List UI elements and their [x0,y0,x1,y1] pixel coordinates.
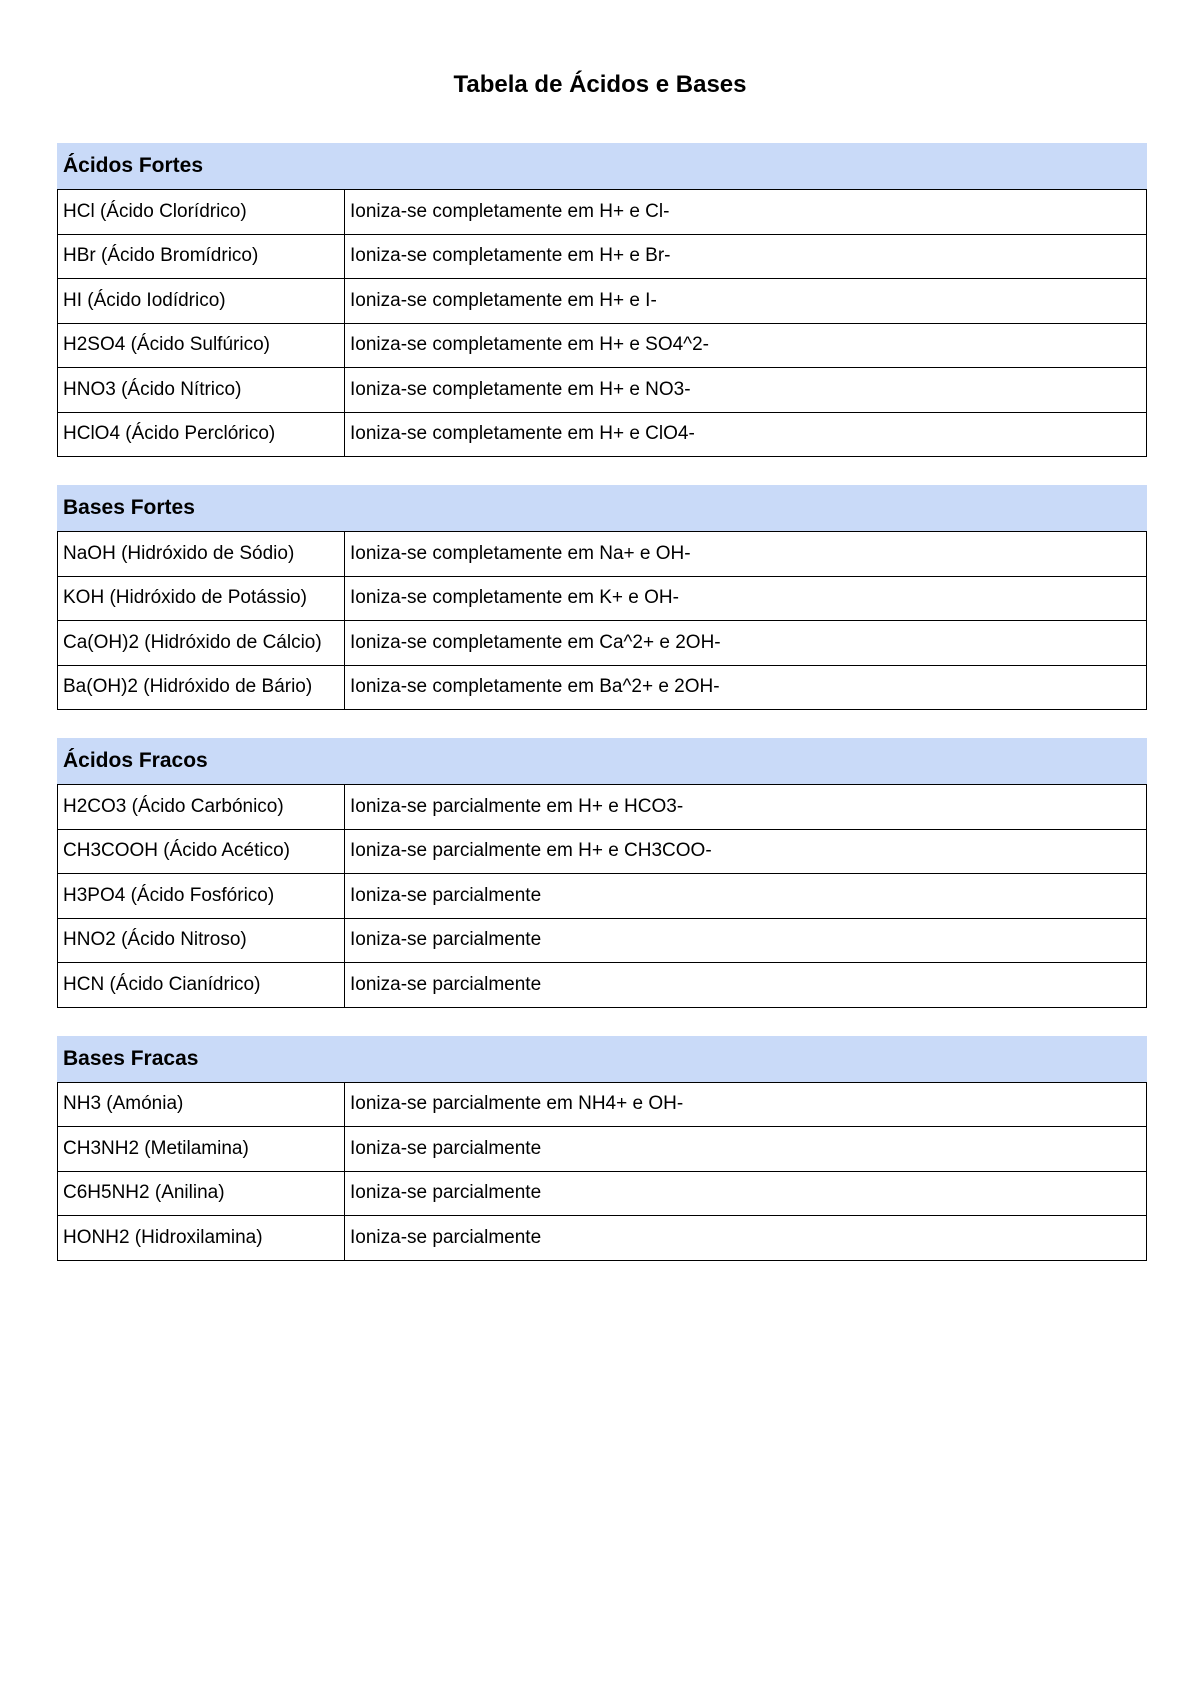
compound-name-cell: HONH2 (Hidroxilamina) [58,1216,345,1261]
compound-name-cell: HCl (Ácido Clorídrico) [58,190,345,235]
compound-name-cell: HNO3 (Ácido Nítrico) [58,368,345,413]
section-table [57,189,1147,457]
table-row [58,412,1147,457]
ionization-description-cell: Ioniza-se completamente em H+ e I- [345,279,1147,324]
table-row [58,963,1147,1008]
compound-name-cell: H2SO4 (Ácido Sulfúrico) [58,323,345,368]
compound-name-cell: CH3NH2 (Metilamina) [58,1127,345,1172]
compound-name-cell: NaOH (Hidróxido de Sódio) [58,532,345,577]
compound-name-cell: HCN (Ácido Cianídrico) [58,963,345,1008]
compound-name-cell: KOH (Hidróxido de Potássio) [58,576,345,621]
ionization-description-cell: Ioniza-se parcialmente em H+ e HCO3- [345,785,1147,830]
table-row [58,368,1147,413]
compound-name-cell: CH3COOH (Ácido Acético) [58,829,345,874]
table-row [58,234,1147,279]
section [57,1036,1147,1261]
section-table [57,1082,1147,1261]
ionization-description-cell: Ioniza-se completamente em H+ e ClO4- [345,412,1147,457]
section-table [57,531,1147,710]
table-row [58,1171,1147,1216]
table-row [58,1082,1147,1127]
sections-container [57,143,1147,1289]
ionization-description-cell: Ioniza-se parcialmente [345,963,1147,1008]
table-row [58,785,1147,830]
ionization-description-cell: Ioniza-se completamente em Ba^2+ e 2OH- [345,665,1147,710]
ionization-description-cell: Ioniza-se parcialmente [345,1171,1147,1216]
section-header: Ácidos Fortes [57,143,1147,189]
ionization-description-cell: Ioniza-se completamente em Na+ e OH- [345,532,1147,577]
ionization-description-cell: Ioniza-se completamente em K+ e OH- [345,576,1147,621]
section [57,738,1147,1008]
table-row [58,279,1147,324]
ionization-description-cell: Ioniza-se completamente em H+ e SO4^2- [345,323,1147,368]
table-row [58,665,1147,710]
ionization-description-cell: Ioniza-se completamente em Ca^2+ e 2OH- [345,621,1147,666]
compound-name-cell: H3PO4 (Ácido Fosfórico) [58,874,345,919]
ionization-description-cell: Ioniza-se completamente em H+ e NO3- [345,368,1147,413]
compound-name-cell: HNO2 (Ácido Nitroso) [58,918,345,963]
ionization-description-cell: Ioniza-se parcialmente em NH4+ e OH- [345,1082,1147,1127]
section-header: Bases Fracas [57,1036,1147,1082]
table-row [58,874,1147,919]
table-row [58,190,1147,235]
section-header: Bases Fortes [57,485,1147,531]
table-row [58,532,1147,577]
compound-name-cell: HBr (Ácido Bromídrico) [58,234,345,279]
compound-name-cell: Ca(OH)2 (Hidróxido de Cálcio) [58,621,345,666]
table-row [58,918,1147,963]
table-row [58,829,1147,874]
section-header: Ácidos Fracos [57,738,1147,784]
compound-name-cell: Ba(OH)2 (Hidróxido de Bário) [58,665,345,710]
ionization-description-cell: Ioniza-se completamente em H+ e Cl- [345,190,1147,235]
compound-name-cell: HI (Ácido Iodídrico) [58,279,345,324]
ionization-description-cell: Ioniza-se parcialmente em H+ e CH3COO- [345,829,1147,874]
ionization-description-cell: Ioniza-se parcialmente [345,1127,1147,1172]
compound-name-cell: C6H5NH2 (Anilina) [58,1171,345,1216]
table-row [58,1127,1147,1172]
section-table [57,784,1147,1008]
compound-name-cell: NH3 (Amónia) [58,1082,345,1127]
table-row [58,323,1147,368]
table-row [58,621,1147,666]
ionization-description-cell: Ioniza-se parcialmente [345,918,1147,963]
section [57,485,1147,710]
table-row [58,576,1147,621]
compound-name-cell: H2CO3 (Ácido Carbónico) [58,785,345,830]
ionization-description-cell: Ioniza-se completamente em H+ e Br- [345,234,1147,279]
page-title: Tabela de Ácidos e Bases [453,71,747,98]
ionization-description-cell: Ioniza-se parcialmente [345,1216,1147,1261]
section [57,143,1147,457]
table-row [58,1216,1147,1261]
ionization-description-cell: Ioniza-se parcialmente [345,874,1147,919]
compound-name-cell: HClO4 (Ácido Perclórico) [58,412,345,457]
